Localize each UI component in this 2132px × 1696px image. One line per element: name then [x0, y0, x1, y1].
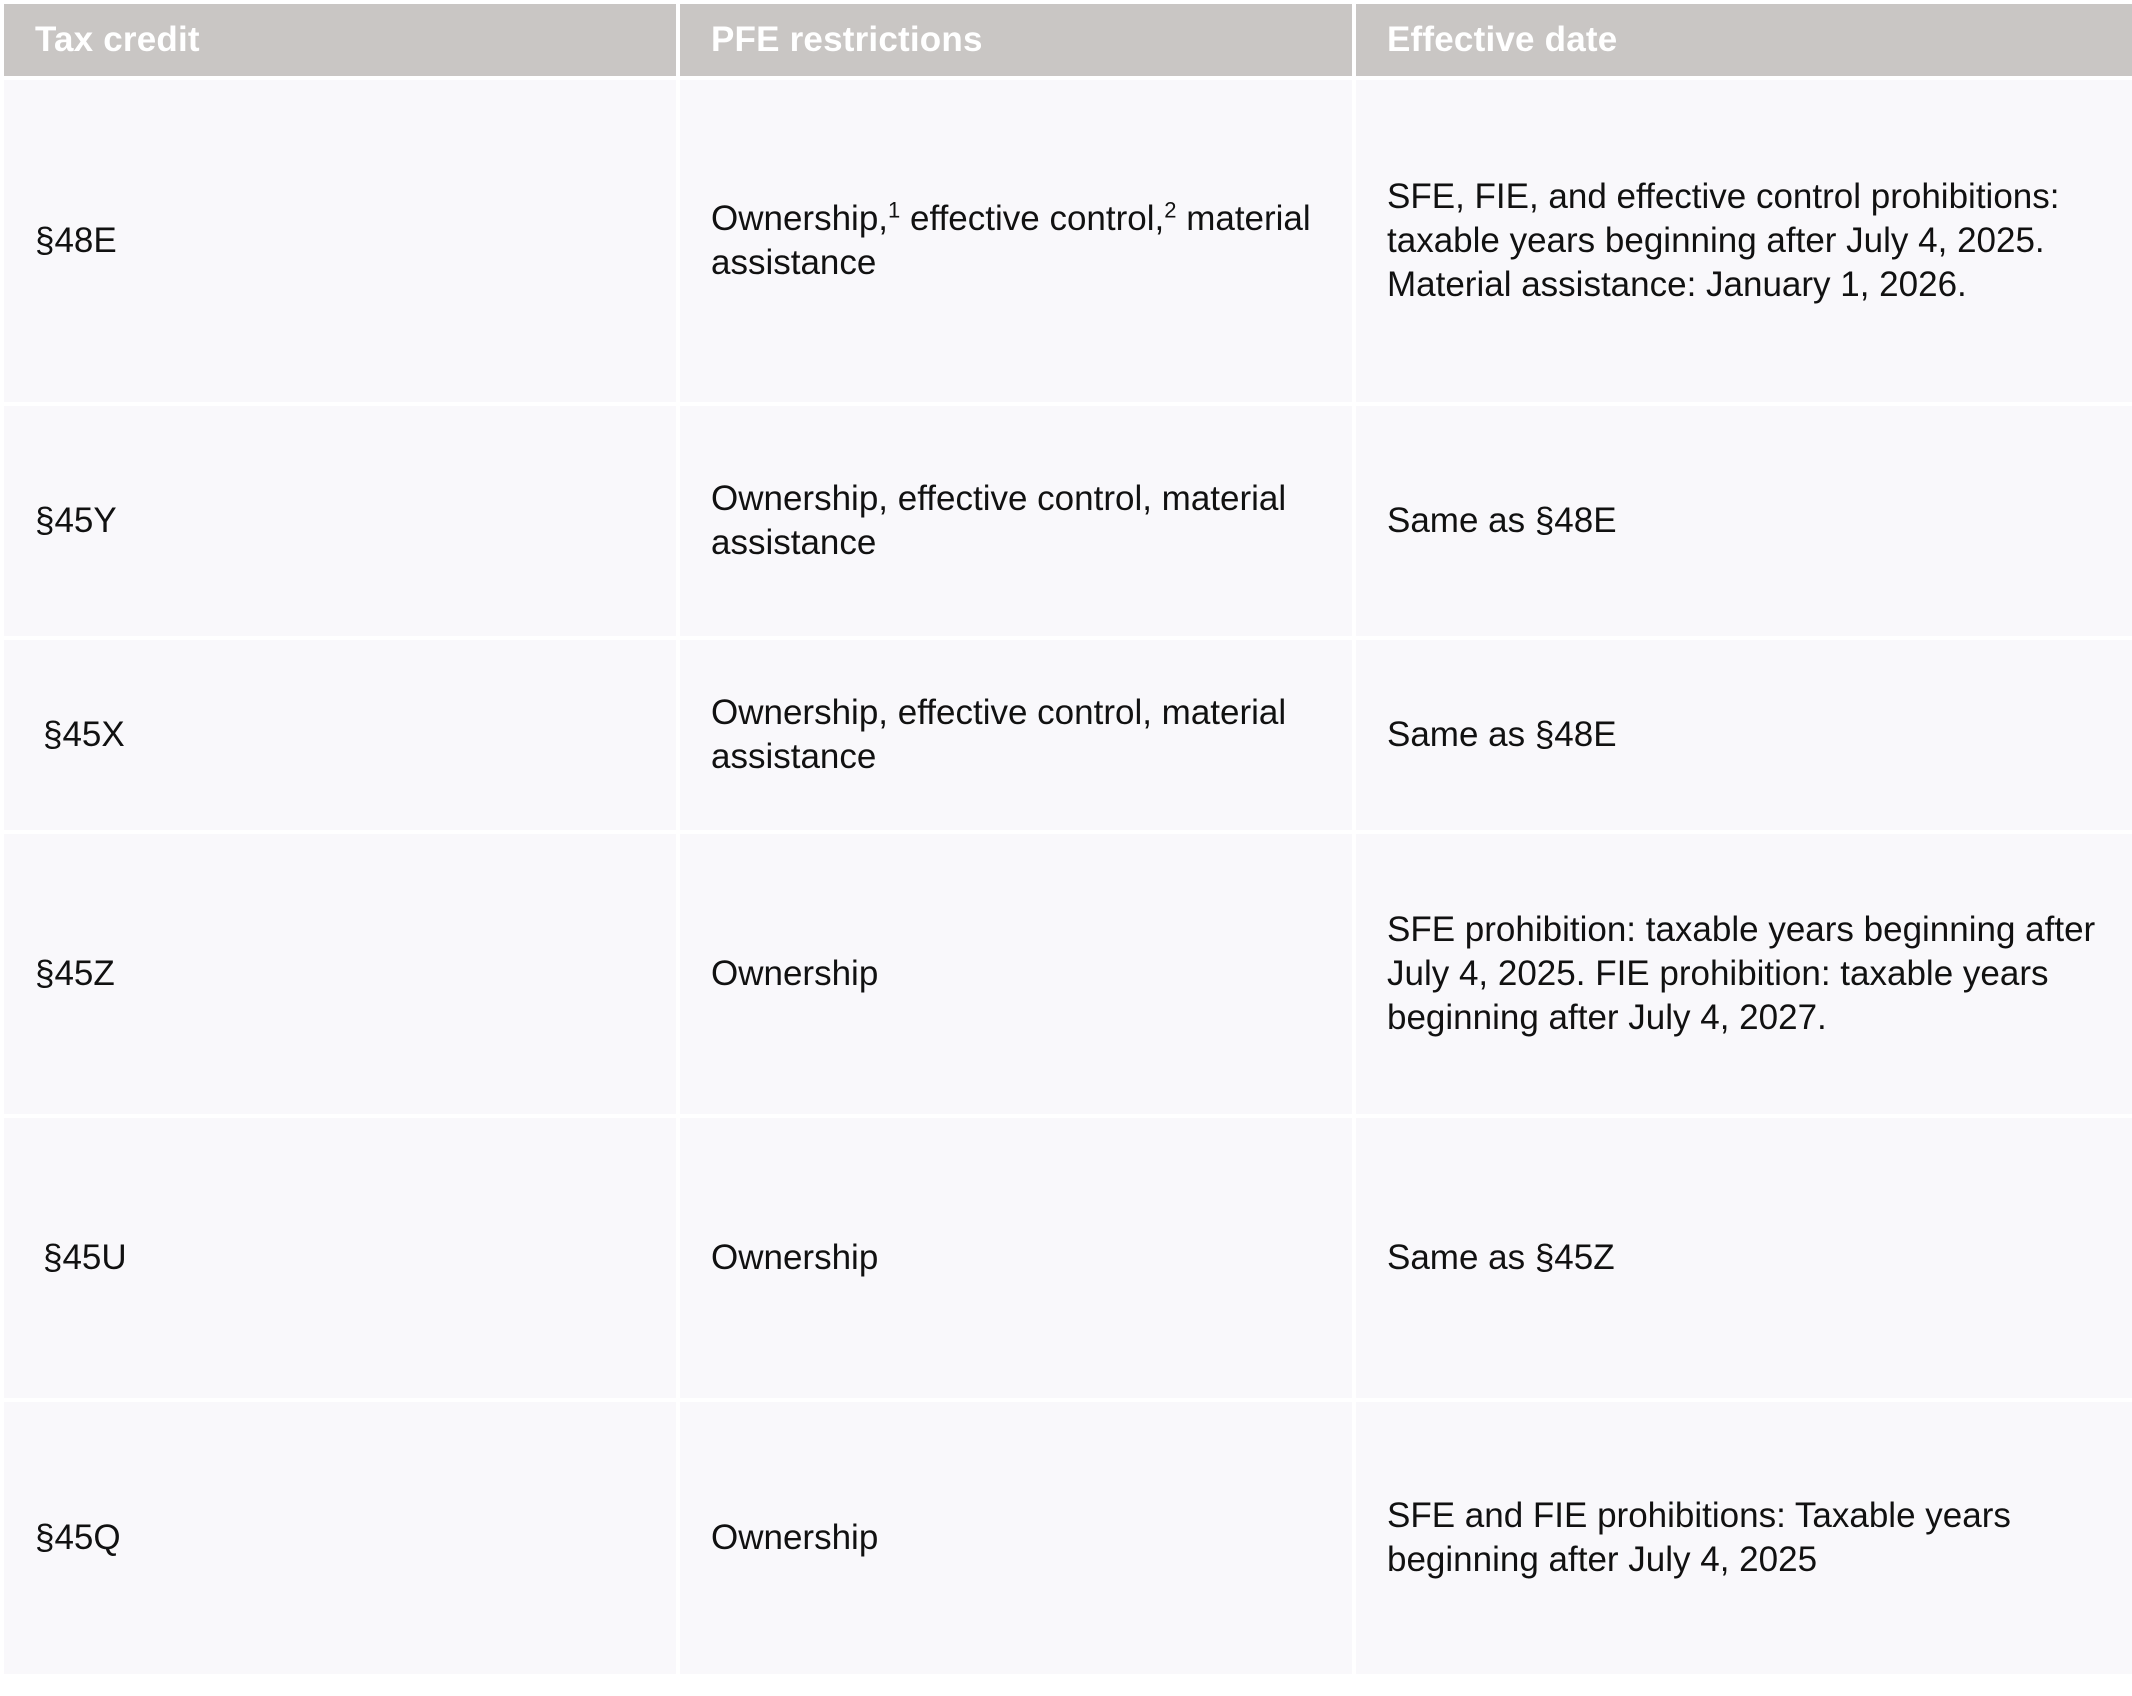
column-header-tax-credit: Tax credit	[4, 4, 676, 76]
pfe-restrictions-cell: Ownership	[680, 1402, 1352, 1674]
effective-date-cell: SFE and FIE prohibitions: Taxable years beginning after July 4, 2025	[1356, 1402, 2132, 1674]
restriction-text: Ownership,	[711, 199, 889, 238]
table-row	[4, 640, 2132, 830]
pfe-restrictions-cell: Ownership	[680, 834, 1352, 1114]
tax-credit-cell: §45X	[4, 640, 676, 830]
effective-date-cell: Same as §48E	[1356, 640, 2132, 830]
tax-credit-cell: §45Y	[4, 406, 676, 636]
footnote-marker: 1	[888, 197, 901, 223]
table-row	[4, 1118, 2132, 1398]
restriction-text: effective control,	[900, 199, 1165, 238]
header-row	[4, 4, 2132, 76]
table-row	[4, 80, 2132, 402]
effective-date-cell: SFE, FIE, and effective control prohibitions: taxable years beginning after July 4, 2025. Material assistance: January 1, 2026.	[1356, 80, 2132, 402]
column-header-effective-date: Effective date	[1356, 4, 2132, 76]
tax-credit-cell: §48E	[4, 80, 676, 402]
table-row	[4, 406, 2132, 636]
footnote-marker: 2	[1164, 197, 1177, 223]
restriction-text: material assistance	[711, 199, 1311, 282]
pfe-restrictions-cell: Ownership, effective control, material assistance	[680, 406, 1352, 636]
effective-date-cell: SFE prohibition: taxable years beginning after July 4, 2025. FIE prohibition: taxable years beginning after July 4, 2027.	[1356, 834, 2132, 1114]
pfe-restrictions-cell: Ownership	[680, 1118, 1352, 1398]
column-header-pfe-restrictions: PFE restrictions	[680, 4, 1352, 76]
tax-credit-cell: §45Z	[4, 834, 676, 1114]
pfe-restrictions-cell: Ownership, effective control, material assistance	[680, 640, 1352, 830]
effective-date-cell: Same as §45Z	[1356, 1118, 2132, 1398]
effective-date-cell: Same as §48E	[1356, 406, 2132, 636]
table-row	[4, 1402, 2132, 1674]
tax-credit-cell: §45U	[4, 1118, 676, 1398]
tax-credit-cell: §45Q	[4, 1402, 676, 1674]
table-row	[4, 834, 2132, 1114]
pfe-restrictions-cell	[680, 80, 1352, 402]
